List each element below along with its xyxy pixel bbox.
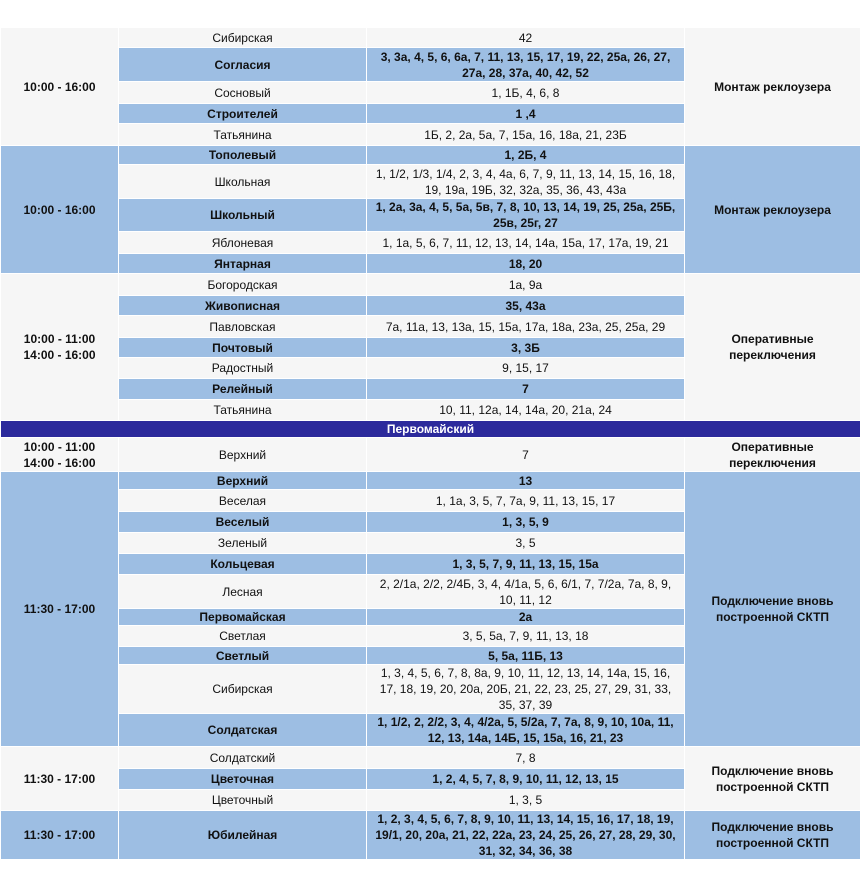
house-numbers: 35, 43а <box>367 296 685 316</box>
street-name: Цветочный <box>119 790 367 811</box>
street-name: Солдатская <box>119 714 367 747</box>
street-name: Школьный <box>119 199 367 232</box>
schedule-row <box>1 146 860 165</box>
street-name: Строителей <box>119 104 367 124</box>
street-name: Школьная <box>119 165 367 199</box>
street-name: Релейный <box>119 379 367 400</box>
house-numbers: 1, 1а, 3, 5, 7, 7а, 9, 11, 13, 15, 17 <box>367 490 685 512</box>
street-name: Сибирская <box>119 28 367 48</box>
outage-time: 10:00 - 11:00 <box>23 332 96 346</box>
house-numbers: 1Б, 2, 2а, 5а, 7, 15а, 16, 18а, 21, 23Б <box>367 124 685 146</box>
street-name: Зеленый <box>119 533 367 554</box>
house-numbers: 1, 1Б, 4, 6, 8 <box>367 82 685 104</box>
outage-time: 10:00 - 16:00 <box>23 79 96 94</box>
house-numbers: 1, 2Б, 4 <box>367 146 685 165</box>
street-name: Верхний <box>119 438 367 472</box>
street-name: Богородская <box>119 274 367 296</box>
house-numbers: 10, 11, 12а, 14, 14а, 20, 21а, 24 <box>367 400 685 421</box>
house-numbers: 3, 3Б <box>367 338 685 358</box>
street-name: Верхний <box>119 472 367 490</box>
house-numbers: 1, 3, 5 <box>367 790 685 811</box>
work-type: Оперативные переключения <box>685 274 860 421</box>
house-numbers: 1 ,4 <box>367 104 685 124</box>
house-numbers: 1, 3, 4, 5, 6, 7, 8, 8а, 9, 10, 11, 12, 13, 14, 14а, 15, 16, 17, 18, 19, 20, 20а, 20Б, 21, 22, 23, 25, 27, 29, 31, 33, 35, 37, 39 <box>367 665 685 714</box>
street-name: Веселый <box>119 512 367 533</box>
house-numbers: 7 <box>367 438 685 472</box>
work-type: Подключение вновь построенной СКТП <box>685 472 860 747</box>
outage-time-cell <box>1 472 119 747</box>
street-name: Светлая <box>119 626 367 647</box>
house-numbers: 5, 5а, 11Б, 13 <box>367 647 685 665</box>
street-name: Татьянина <box>119 124 367 146</box>
work-type: Монтаж реклоузера <box>685 28 860 146</box>
house-numbers: 18, 20 <box>367 254 685 274</box>
house-numbers: 9, 15, 17 <box>367 358 685 379</box>
street-name: Павловская <box>119 316 367 338</box>
house-numbers: 1, 1/2, 2, 2/2, 3, 4, 4/2а, 5, 5/2а, 7, 7а, 8, 9, 10, 10а, 11, 12, 13, 14а, 14Б, 15, 15а, 16, 21, 23 <box>367 714 685 747</box>
outage-time-cell <box>1 28 119 146</box>
work-type: Оперативные переключения <box>685 438 860 472</box>
outage-time: 10:00 - 11:00 <box>23 439 96 454</box>
street-name: Цветочная <box>119 769 367 790</box>
work-type: Подключение вновь построенной СКТП <box>685 747 860 811</box>
outage-time: 10:00 - 16:00 <box>23 202 96 217</box>
house-numbers: 1, 2, 4, 5, 7, 8, 9, 10, 11, 12, 13, 15 <box>367 769 685 790</box>
street-name: Тополевый <box>119 146 367 165</box>
street-name: Солдатский <box>119 747 367 769</box>
house-numbers: 7а, 11а, 13, 13а, 15, 15а, 17а, 18а, 23а, 25, 25а, 29 <box>367 316 685 338</box>
outage-time-cell <box>1 747 119 811</box>
house-numbers: 1, 2а, 3а, 4, 5, 5а, 5в, 7, 8, 10, 13, 14, 19, 25, 25а, 25Б, 25в, 25г, 27 <box>367 199 685 232</box>
house-numbers: 1, 1/2, 1/3, 1/4, 2, 3, 4, 4а, 6, 7, 9, 11, 13, 14, 15, 16, 18, 19, 19а, 19Б, 32, 32а, 35, 36, 43, 43а <box>367 165 685 199</box>
house-numbers: 1, 1а, 5, 6, 7, 11, 12, 13, 14, 14а, 15а, 17, 17а, 19, 21 <box>367 232 685 254</box>
outage-schedule-table <box>0 27 860 860</box>
street-name: Янтарная <box>119 254 367 274</box>
outage-time-second: 14:00 - 16:00 <box>23 348 96 362</box>
house-numbers: 3, 5 <box>367 533 685 554</box>
house-numbers: 1, 3, 5, 7, 9, 11, 13, 15, 15а <box>367 554 685 575</box>
street-name: Сосновый <box>119 82 367 104</box>
schedule-row <box>1 811 860 860</box>
outage-time-cell <box>1 274 119 421</box>
house-numbers: 1, 2, 3, 4, 5, 6, 7, 8, 9, 10, 11, 13, 14, 15, 16, 17, 18, 19, 19/1, 20, 20а, 21, 22, 22а, 23, 24, 25, 26, 27, 28, 29, 30, 31, 32, 34, 36, 38 <box>367 811 685 860</box>
district-header-row <box>1 421 860 438</box>
outage-time-second: 14:00 - 16:00 <box>23 455 96 470</box>
work-type: Монтаж реклоузера <box>685 146 860 274</box>
schedule-row <box>1 438 860 472</box>
street-name: Первомайская <box>119 609 367 626</box>
outage-time-cell <box>1 438 119 472</box>
schedule-row <box>1 28 860 48</box>
house-numbers: 7, 8 <box>367 747 685 769</box>
street-name: Лесная <box>119 575 367 609</box>
street-name: Татьянина <box>119 400 367 421</box>
house-numbers: 3, 5, 5а, 7, 9, 11, 13, 18 <box>367 626 685 647</box>
outage-time-cell <box>1 811 119 860</box>
schedule-row <box>1 747 860 769</box>
house-numbers: 42 <box>367 28 685 48</box>
house-numbers: 2а <box>367 609 685 626</box>
street-name: Светлый <box>119 647 367 665</box>
house-numbers: 2, 2/1а, 2/2, 2/4Б, 3, 4, 4/1а, 5, 6, 6/1, 7, 7/2а, 7а, 8, 9, 10, 11, 12 <box>367 575 685 609</box>
street-name: Юбилейная <box>119 811 367 860</box>
street-name: Почтовый <box>119 338 367 358</box>
house-numbers: 13 <box>367 472 685 490</box>
outage-time: 11:30 - 17:00 <box>23 828 96 842</box>
house-numbers: 7 <box>367 379 685 400</box>
house-numbers: 3, 3а, 4, 5, 6, 6а, 7, 11, 13, 15, 17, 19, 22, 25а, 26, 27, 27а, 28, 37а, 40, 42, 52 <box>367 48 685 82</box>
house-numbers: 1, 3, 5, 9 <box>367 512 685 533</box>
street-name: Кольцевая <box>119 554 367 575</box>
street-name: Радостный <box>119 358 367 379</box>
street-name: Согласия <box>119 48 367 82</box>
street-name: Сибирская <box>119 665 367 714</box>
schedule-row <box>1 472 860 490</box>
outage-time-cell <box>1 146 119 274</box>
outage-time: 11:30 - 17:00 <box>23 771 96 786</box>
house-numbers: 1а, 9а <box>367 274 685 296</box>
street-name: Живописная <box>119 296 367 316</box>
district-name: Первомайский <box>1 421 860 438</box>
work-type: Подключение вновь построенной СКТП <box>685 811 860 860</box>
outage-time: 11:30 - 17:00 <box>23 602 96 616</box>
street-name: Яблоневая <box>119 232 367 254</box>
schedule-row <box>1 274 860 296</box>
street-name: Веселая <box>119 490 367 512</box>
